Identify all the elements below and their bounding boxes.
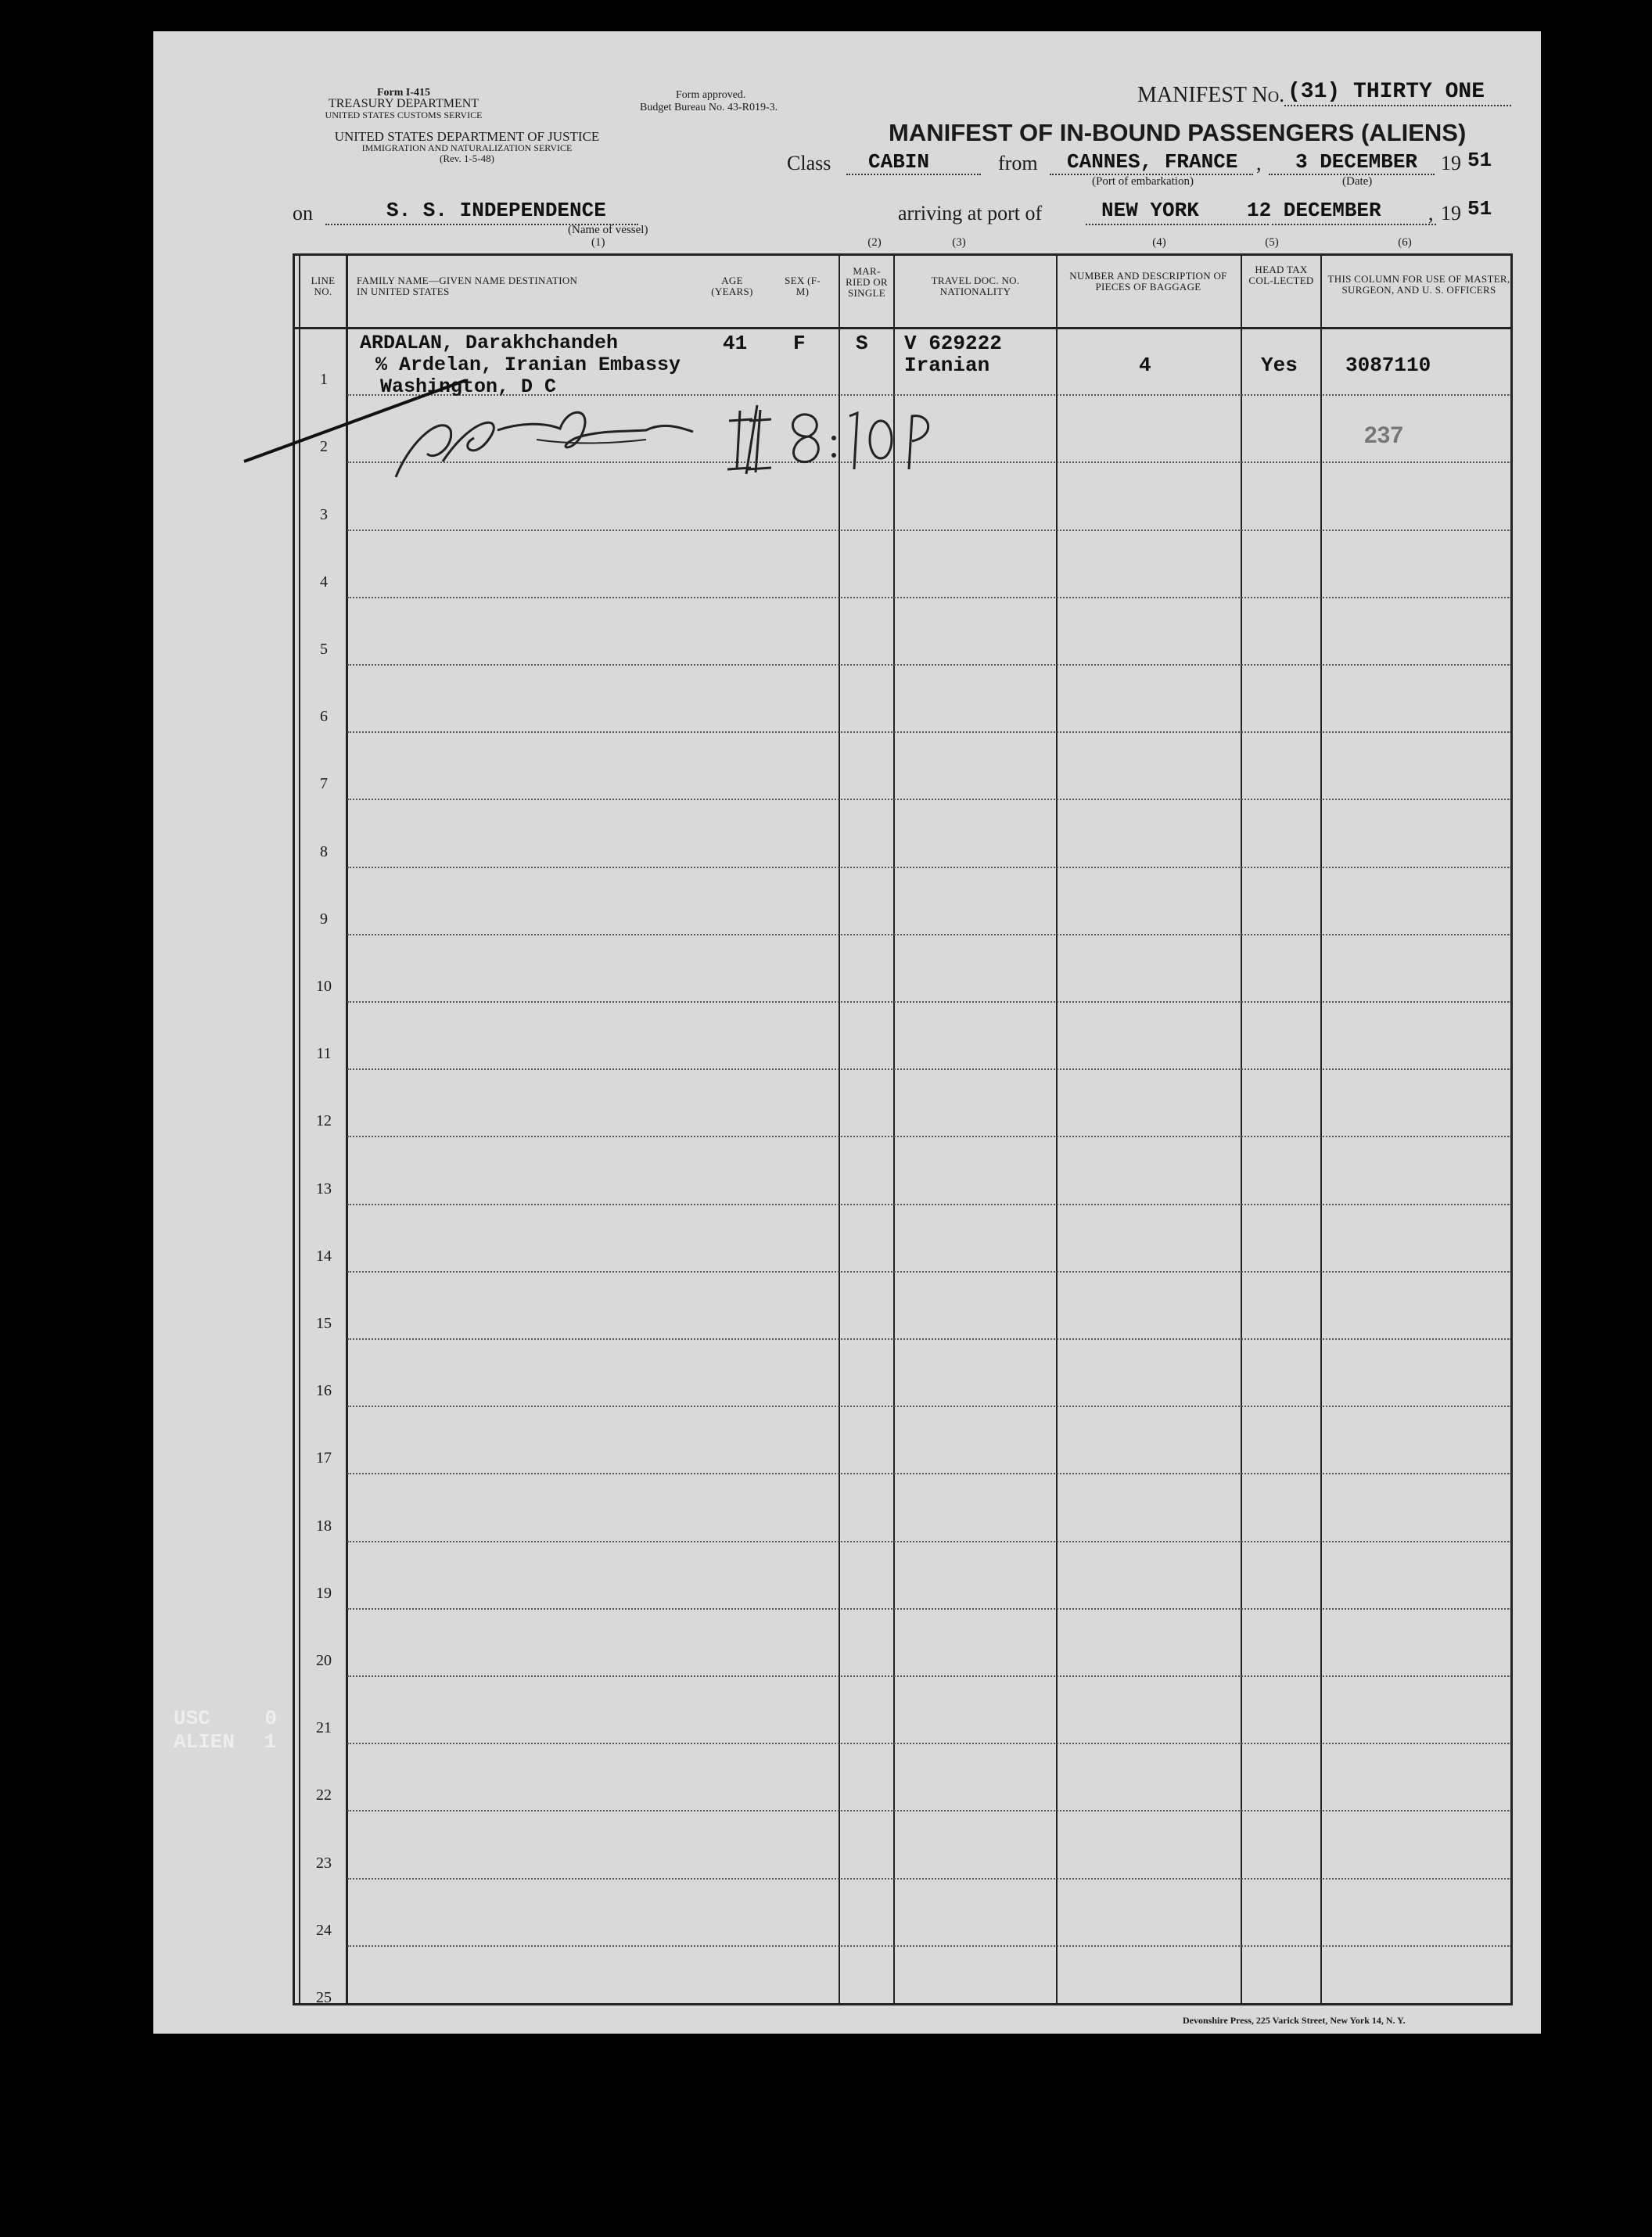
passenger-destination-line1: % Ardelan, Iranian Embassy (375, 354, 681, 376)
manifest-no-underline (1284, 105, 1511, 106)
alien-value: 1 (264, 1730, 277, 1754)
class-underline (846, 174, 981, 175)
line-number: 13 (316, 1180, 332, 1197)
from-year-prefix: 19 (1441, 152, 1461, 174)
passenger-name: ARDALAN, Darakhchandeh (360, 332, 619, 354)
col-header-head-tax: HEAD TAX COL-LECTED (1248, 264, 1314, 286)
row-rule (347, 731, 1511, 733)
line-number: 24 (316, 1921, 332, 1939)
comma-sep: , (1428, 202, 1434, 224)
from-port-value: CANNES, FRANCE (1067, 150, 1238, 174)
col-header-married: MAR-RIED OR SINGLE (846, 265, 888, 299)
row-rule (347, 1878, 1511, 1880)
manifest-no-value: (31) THIRTY ONE (1287, 80, 1485, 104)
colnum-2: (2) (867, 236, 882, 249)
col-header-baggage: NUMBER AND DESCRIPTION OF PIECES OF BAGGAGE (1069, 270, 1227, 293)
usc-label: USC (174, 1707, 210, 1730)
row-rule (347, 664, 1511, 666)
line-number: 20 (316, 1652, 332, 1669)
treasury-department: TREASURY DEPARTMENT (328, 97, 479, 110)
col-header-age: AGE (YEARS) (711, 275, 753, 297)
row-rule (347, 1068, 1511, 1070)
line-number: 14 (316, 1247, 332, 1265)
line-number: 7 (320, 775, 328, 793)
baggage-count: 4 (1139, 354, 1151, 377)
line-number: 15 (316, 1315, 332, 1332)
row-rule (347, 934, 1511, 935)
arrival-year-value: 51 (1467, 197, 1492, 221)
row-rule (347, 530, 1511, 531)
col-header-travel-doc: TRAVEL DOC. NO. NATIONALITY (931, 275, 1020, 297)
row-rule (347, 1338, 1511, 1340)
nationality: Iranian (904, 354, 990, 377)
customs-service: UNITED STATES CUSTOMS SERVICE (325, 110, 483, 120)
class-value: CABIN (868, 150, 930, 174)
row-rule (347, 1810, 1511, 1812)
line-number: 21 (316, 1719, 332, 1737)
manifest-sheet (153, 31, 1541, 2034)
line-number: 23 (316, 1854, 332, 1872)
date-caption: (Date) (1342, 175, 1373, 188)
line-number: 5 (320, 641, 328, 658)
travel-doc-number: V 629222 (904, 332, 1002, 355)
on-label: on (293, 202, 313, 224)
passenger-age: 41 (723, 332, 748, 355)
row-rule (347, 1001, 1511, 1003)
printer-imprint: Devonshire Press, 225 Varick Street, New York 14, N. Y. (1183, 2015, 1406, 2026)
line-number: 16 (316, 1382, 332, 1400)
arriving-label: arriving at port of (898, 202, 1043, 224)
officer-number: 3087110 (1345, 354, 1431, 377)
stamp-number: 237 (1364, 422, 1404, 448)
from-label: from (998, 152, 1038, 174)
arrival-date-underline (1272, 224, 1436, 225)
class-label: Class (787, 152, 831, 174)
justice-block (291, 131, 643, 164)
from-year-value: 51 (1467, 149, 1492, 172)
alien-total (174, 1730, 276, 1754)
comma-sep: , (1256, 152, 1262, 174)
row-rule (347, 1608, 1511, 1610)
row-rule (347, 1743, 1511, 1744)
line-number: 8 (320, 842, 328, 860)
line-number: 22 (316, 1786, 332, 1804)
passenger-destination-line2: Washington, D C (380, 375, 557, 398)
row-rule (347, 1271, 1511, 1273)
row-rule (347, 867, 1511, 868)
ins-service: IMMIGRATION AND NATURALIZATION SERVICE (361, 142, 573, 153)
row-rule (347, 799, 1511, 800)
line-number: 9 (320, 910, 328, 928)
line-number: 11 (316, 1045, 332, 1063)
line-number: 25 (316, 1989, 332, 2006)
arrival-year-prefix: 19 (1441, 202, 1461, 224)
page-title: MANIFEST OF IN-BOUND PASSENGERS (ALIENS) (889, 119, 1467, 146)
col-header-officers: THIS COLUMN FOR USE OF MASTER, SURGEON, AND U. S. OFFICERS (1327, 273, 1510, 296)
row-rule (347, 1473, 1511, 1474)
header-rule (293, 327, 1513, 329)
colnum-6: (6) (1398, 236, 1412, 249)
revision-date: (Rev. 1-5-48) (440, 153, 494, 164)
passenger-marital: S (856, 332, 868, 355)
approval-block (640, 89, 778, 114)
row-rule (347, 1945, 1511, 1947)
form-number: Form I-415 (376, 87, 431, 99)
colnum-4: (4) (1152, 236, 1166, 249)
budget-bureau: Budget Bureau No. 43-R019-3. (640, 102, 778, 113)
line-number: 3 (320, 505, 328, 523)
line-number: 19 (316, 1584, 332, 1602)
arrival-date-value: 12 DECEMBER (1247, 199, 1381, 222)
vessel-colnum: (1) (591, 236, 605, 249)
head-tax-collected: Yes (1261, 354, 1298, 377)
row-rule (347, 597, 1511, 598)
passenger-sex: F (793, 332, 806, 355)
row-rule (347, 1541, 1511, 1542)
line-number: 1 (320, 371, 328, 389)
colnum-3: (3) (952, 236, 966, 249)
justice-department: UNITED STATES DEPARTMENT OF JUSTICE (334, 129, 600, 144)
form-approved: Form approved. (676, 89, 746, 101)
row-rule (347, 1675, 1511, 1677)
line-number: 12 (316, 1112, 332, 1130)
usc-total (174, 1707, 277, 1730)
col-header-line-no: LINE NO. (311, 275, 336, 297)
alien-label: ALIEN (174, 1730, 235, 1754)
col-header-name: FAMILY NAME—GIVEN NAME DESTINATION IN UNITED STATES (357, 275, 578, 297)
line-number: 10 (316, 978, 332, 995)
from-date-value: 3 DECEMBER (1295, 150, 1418, 174)
line-number: 6 (320, 708, 328, 726)
handwritten-signature (239, 344, 943, 501)
vessel-name-value: S. S. INDEPENDENCE (386, 199, 606, 222)
arrival-port-underline (1086, 224, 1269, 225)
usc-value: 0 (264, 1707, 278, 1730)
row-rule (347, 1204, 1511, 1205)
line-number: 18 (316, 1517, 332, 1535)
line-number: 17 (316, 1449, 332, 1467)
line-number: 2 (320, 438, 328, 456)
from-port-caption: (Port of embarkation) (1092, 175, 1194, 188)
colnum-5: (5) (1265, 236, 1279, 249)
col-header-sex: SEX (F-M) (785, 275, 821, 297)
table-left-double (299, 253, 300, 2005)
row-rule (347, 1136, 1511, 1137)
manifest-no-label: MANIFEST No. (1137, 83, 1285, 107)
form-id-block (286, 88, 521, 120)
arrival-port-value: NEW YORK (1101, 199, 1199, 222)
line-number: 4 (320, 573, 328, 591)
row-rule (347, 1406, 1511, 1407)
vessel-caption: (Name of vessel) (568, 224, 648, 236)
